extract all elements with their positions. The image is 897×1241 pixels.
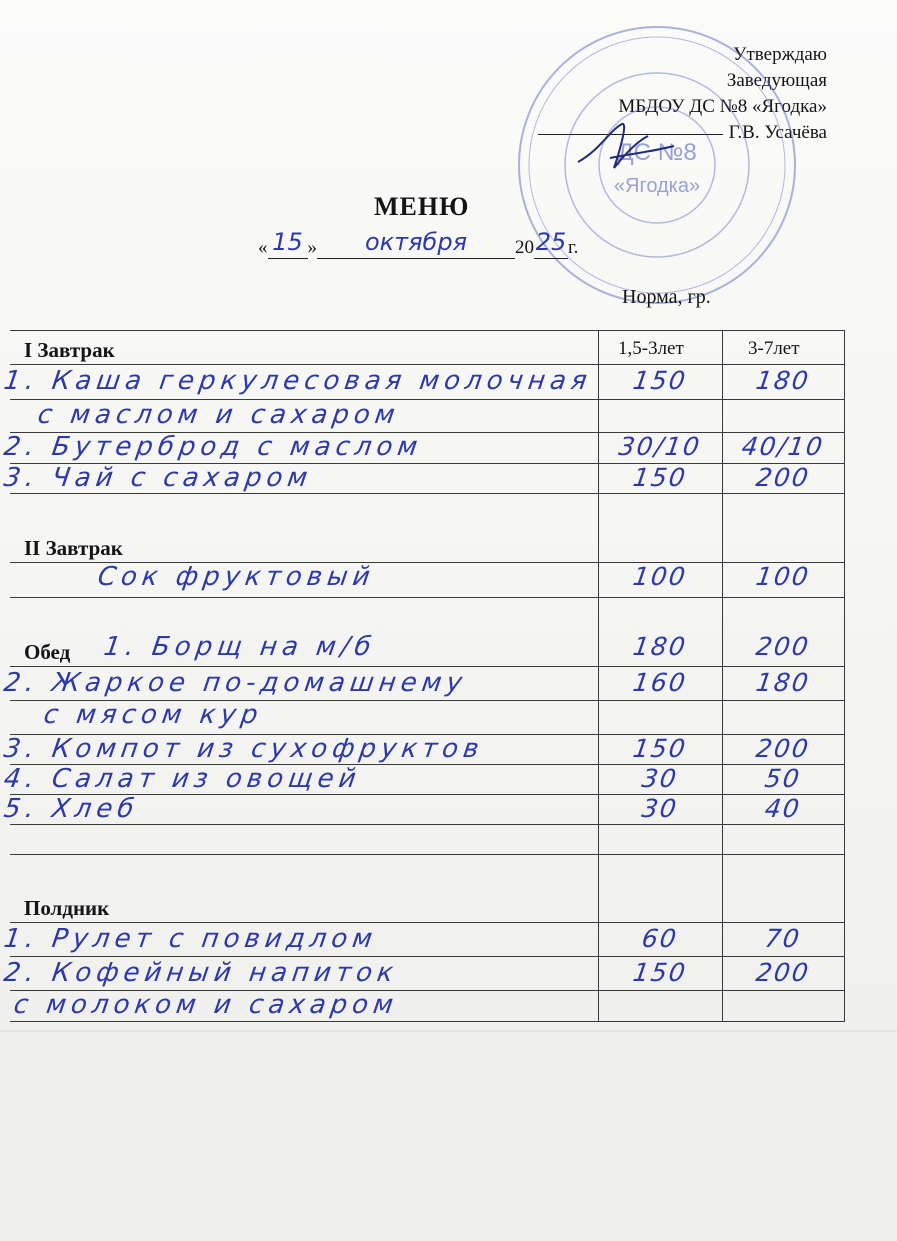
table-rule bbox=[10, 824, 844, 825]
menu-item-portion-3-7: 100 bbox=[754, 562, 812, 591]
paper-crease bbox=[0, 1030, 897, 1032]
menu-title: МЕНЮ bbox=[374, 192, 470, 221]
menu-item-portion-1-5-3: 180 bbox=[631, 632, 689, 661]
column-header-age-3-7: 3-7лет bbox=[748, 338, 800, 359]
menu-item-name: 3. Чай с сахаром bbox=[1, 463, 315, 493]
approval-line-approve: Утверждаю bbox=[733, 44, 827, 65]
menu-item-portion-3-7: 40 bbox=[763, 794, 803, 823]
menu-item-name: 1. Борщ на м/б bbox=[101, 632, 378, 662]
table-rule bbox=[10, 854, 844, 855]
menu-date: « 15 » октября 20 25 г. bbox=[258, 228, 579, 258]
menu-item-name: 4. Салат из овощей bbox=[1, 764, 363, 794]
approval-line-organization: МБДОУ ДС №8 «Ягодка» bbox=[618, 96, 827, 117]
menu-item-portion-1-5-3: 160 bbox=[631, 668, 689, 697]
table-rule bbox=[10, 956, 844, 957]
menu-item-name: 3. Компот из сухофруктов bbox=[1, 734, 486, 764]
menu-item-name: с молоком и сахаром bbox=[11, 990, 400, 1020]
stamp-center-line2: «Ягодка» bbox=[613, 175, 701, 197]
menu-item-name: с мясом кур bbox=[41, 700, 265, 730]
section-heading-snack: Полдник bbox=[24, 896, 110, 920]
section-heading-breakfast-2: II Завтрак bbox=[24, 536, 123, 560]
menu-item-name: с маслом и сахаром bbox=[35, 400, 402, 430]
approval-block bbox=[538, 42, 827, 146]
menu-item-portion-1-5-3: 150 bbox=[631, 463, 689, 492]
menu-item-name: 1. Рулет с повидлом bbox=[1, 924, 380, 954]
column-header-age-1-5-3: 1,5-3лет bbox=[618, 338, 684, 359]
stamp-center-line1: ДС №8 bbox=[617, 139, 697, 166]
table-rule bbox=[10, 666, 844, 667]
menu-item-name: 2. Бутерброд с маслом bbox=[1, 432, 425, 462]
section-heading-breakfast-1: I Завтрак bbox=[24, 338, 115, 362]
menu-item-portion-3-7: 200 bbox=[754, 734, 812, 763]
menu-item-name: 2. Кофейный напиток bbox=[1, 958, 400, 988]
menu-item-portion-1-5-3: 150 bbox=[631, 958, 689, 987]
menu-item-portion-3-7: 200 bbox=[754, 632, 812, 661]
menu-item-portion-3-7: 50 bbox=[763, 764, 803, 793]
table-rule bbox=[10, 1021, 844, 1022]
signature-blank bbox=[538, 134, 723, 135]
table-rule bbox=[10, 330, 844, 331]
menu-item-portion-3-7: 180 bbox=[754, 668, 812, 697]
menu-item-name: 1. Каша геркулесовая молочная bbox=[1, 366, 594, 396]
date-day-field: 15 bbox=[268, 232, 308, 259]
menu-item-portion-3-7: 200 bbox=[754, 958, 812, 987]
table-rule bbox=[10, 364, 844, 365]
menu-item-portion-3-7: 200 bbox=[754, 463, 812, 492]
menu-table bbox=[0, 330, 897, 1022]
approval-signature-line bbox=[538, 120, 827, 146]
menu-item-portion-3-7: 180 bbox=[754, 366, 812, 395]
menu-item-portion-3-7: 70 bbox=[763, 924, 803, 953]
table-rule bbox=[10, 922, 844, 923]
menu-item-name: 2. Жаркое по-домашнему bbox=[1, 668, 470, 698]
menu-item-portion-1-5-3: 30/10 bbox=[616, 432, 704, 461]
date-year-field: 25 bbox=[534, 232, 568, 259]
menu-item-portion-1-5-3: 150 bbox=[631, 734, 689, 763]
menu-item-portion-1-5-3: 100 bbox=[631, 562, 689, 591]
table-rule bbox=[10, 597, 844, 598]
menu-item-portion-3-7: 40/10 bbox=[739, 432, 827, 461]
menu-item-portion-1-5-3: 30 bbox=[640, 794, 680, 823]
menu-item-name: Сок фруктовый bbox=[95, 562, 377, 592]
menu-item-portion-1-5-3: 30 bbox=[640, 764, 680, 793]
approval-signer: Г.В. Усачёва bbox=[728, 122, 827, 143]
menu-item-portion-1-5-3: 150 bbox=[631, 366, 689, 395]
table-rule bbox=[10, 493, 844, 494]
menu-item-name: 5. Хлеб bbox=[1, 794, 141, 824]
column-divider bbox=[598, 330, 599, 1022]
date-month-field: октября bbox=[317, 232, 515, 259]
norm-label: Норма, гр. bbox=[622, 286, 711, 308]
section-heading-lunch: Обед bbox=[24, 640, 71, 664]
approval-line-position: Заведующая bbox=[726, 70, 827, 91]
menu-item-portion-1-5-3: 60 bbox=[640, 924, 680, 953]
